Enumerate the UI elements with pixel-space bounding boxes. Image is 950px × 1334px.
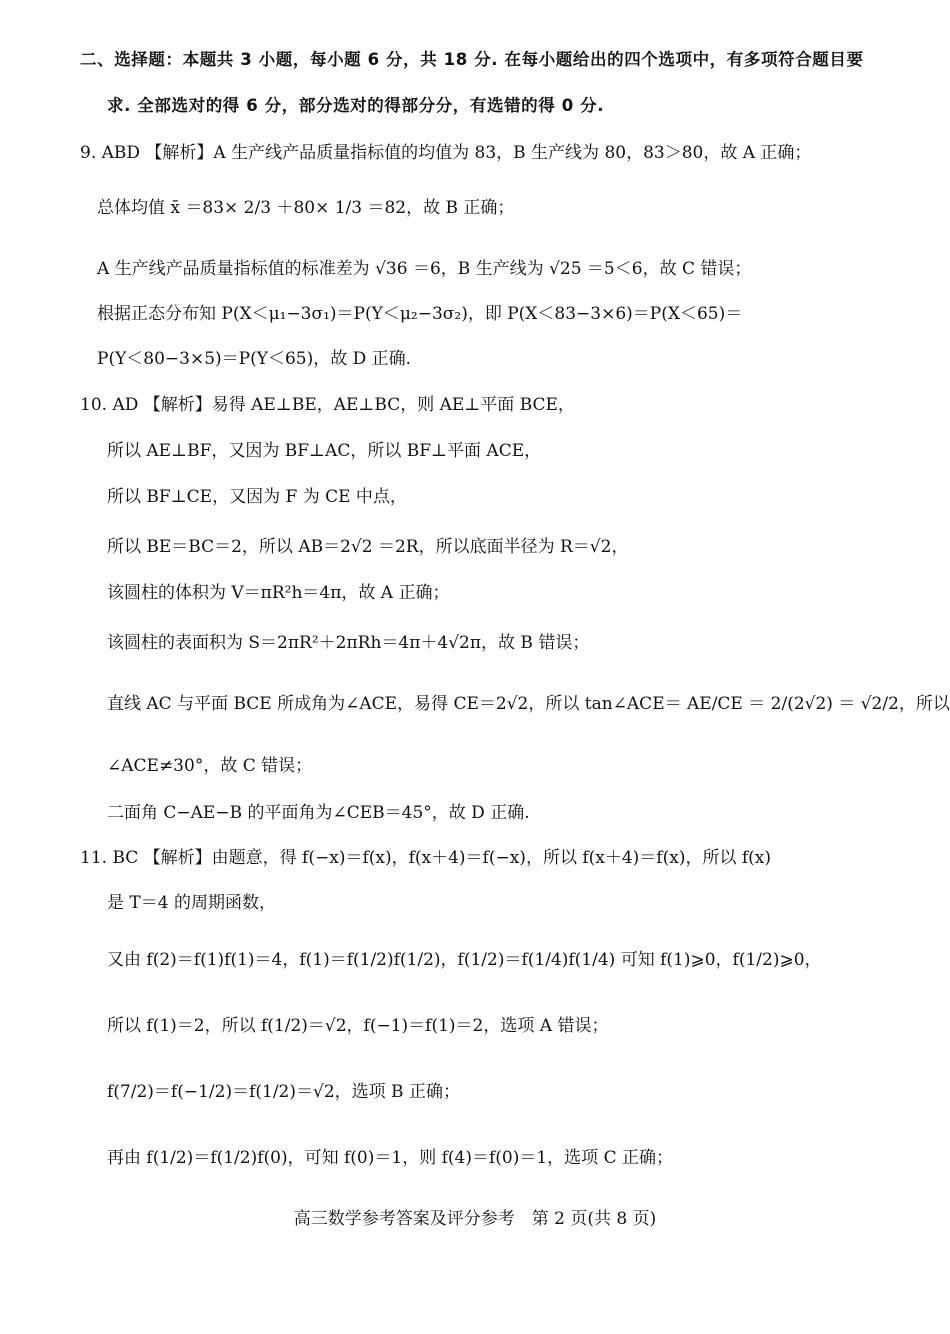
q10-line-4: 所以 BE＝BC＝2，所以 AB＝2√2 ＝2R，所以底面半径为 R＝√2， [107, 537, 629, 557]
q11-line-2: 是 T＝4 的周期函数， [107, 893, 276, 913]
q11-line-3: 又由 f(2)＝f(1)f(1)＝4，f(1)＝f(1/2)f(1/2)，f(1/2)＝f(1/4)f(1/4) 可知 f(1)⩾0，f(1/2)⩾0， [107, 950, 822, 970]
q10-line-9: 二面角 C−AE−B 的平面角为∠CEB＝45°，故 D 正确. [107, 803, 530, 823]
q9-line-1: 9. ABD 【解析】A 生产线产品质量指标值的均值为 83，B 生产线为 80，83＞80，故 A 正确； [80, 143, 812, 163]
q9-line-4: 根据正态分布知 P(X＜μ₁−3σ₁)＝P(Y＜μ₂−3σ₂)，即 P(X＜83−3×6)＝P(X＜65)＝ [97, 304, 743, 324]
q10-line-7: 直线 AC 与平面 BCE 所成角为∠ACE，易得 CE＝2√2，所以 tan∠ACE＝ AE/CE ＝ 2/(2√2) ＝ √2/2，所以 [107, 694, 950, 714]
q10-line-1: 10. AD 【解析】易得 AE⊥BE，AE⊥BC，则 AE⊥平面 BCE， [80, 395, 575, 415]
section-heading-line-2: 求. 全部选对的得 6 分，部分选对的得部分分，有选错的得 0 分. [107, 96, 605, 115]
q9-line-2: 总体均值 x̄ ＝83× 2/3 ＋80× 1/3 ＝82，故 B 正确； [97, 198, 515, 218]
q11-line-6: 再由 f(1/2)＝f(1/2)f(0)，可知 f(0)＝1，则 f(4)＝f(0)＝1，选项 C 正确； [107, 1148, 673, 1168]
q10-line-6: 该圆柱的表面积为 S＝2πR²＋2πRh＝4π＋4√2π，故 B 错误； [107, 633, 590, 653]
q11-line-5: f(7/2)＝f(−1/2)＝f(1/2)＝√2，选项 B 正确； [107, 1082, 460, 1102]
q9-line-5: P(Y＜80−3×5)＝P(Y＜65)，故 D 正确. [97, 349, 412, 369]
q11-line-1: 11. BC 【解析】由题意，得 f(−x)＝f(x)，f(x＋4)＝f(−x)，所以 f(x＋4)＝f(x)，所以 f(x) [80, 848, 771, 868]
page-footer: 高三数学参考答案及评分参考 第 2 页(共 8 页) [293, 1209, 657, 1229]
section-heading-line-1: 二、选择题：本题共 3 小题，每小题 6 分，共 18 分. 在每小题给出的四个选项中，有多项符合题目要 [80, 50, 864, 69]
q10-line-3: 所以 BF⊥CE，又因为 F 为 CE 中点， [107, 487, 407, 507]
q10-line-2: 所以 AE⊥BF，又因为 BF⊥AC，所以 BF⊥平面 ACE， [107, 441, 542, 461]
q9-line-3: A 生产线产品质量指标值的标准差为 √36 ＝6，B 生产线为 √25 ＝5＜6，故 C 错误； [97, 259, 752, 279]
q10-line-5: 该圆柱的体积为 V＝πR²h＝4π，故 A 正确； [107, 583, 450, 603]
q11-line-4: 所以 f(1)＝2，所以 f(1/2)＝√2，f(−1)＝f(1)＝2，选项 A 错误； [107, 1016, 609, 1036]
q10-line-8: ∠ACE≠30°，故 C 错误； [107, 756, 313, 776]
